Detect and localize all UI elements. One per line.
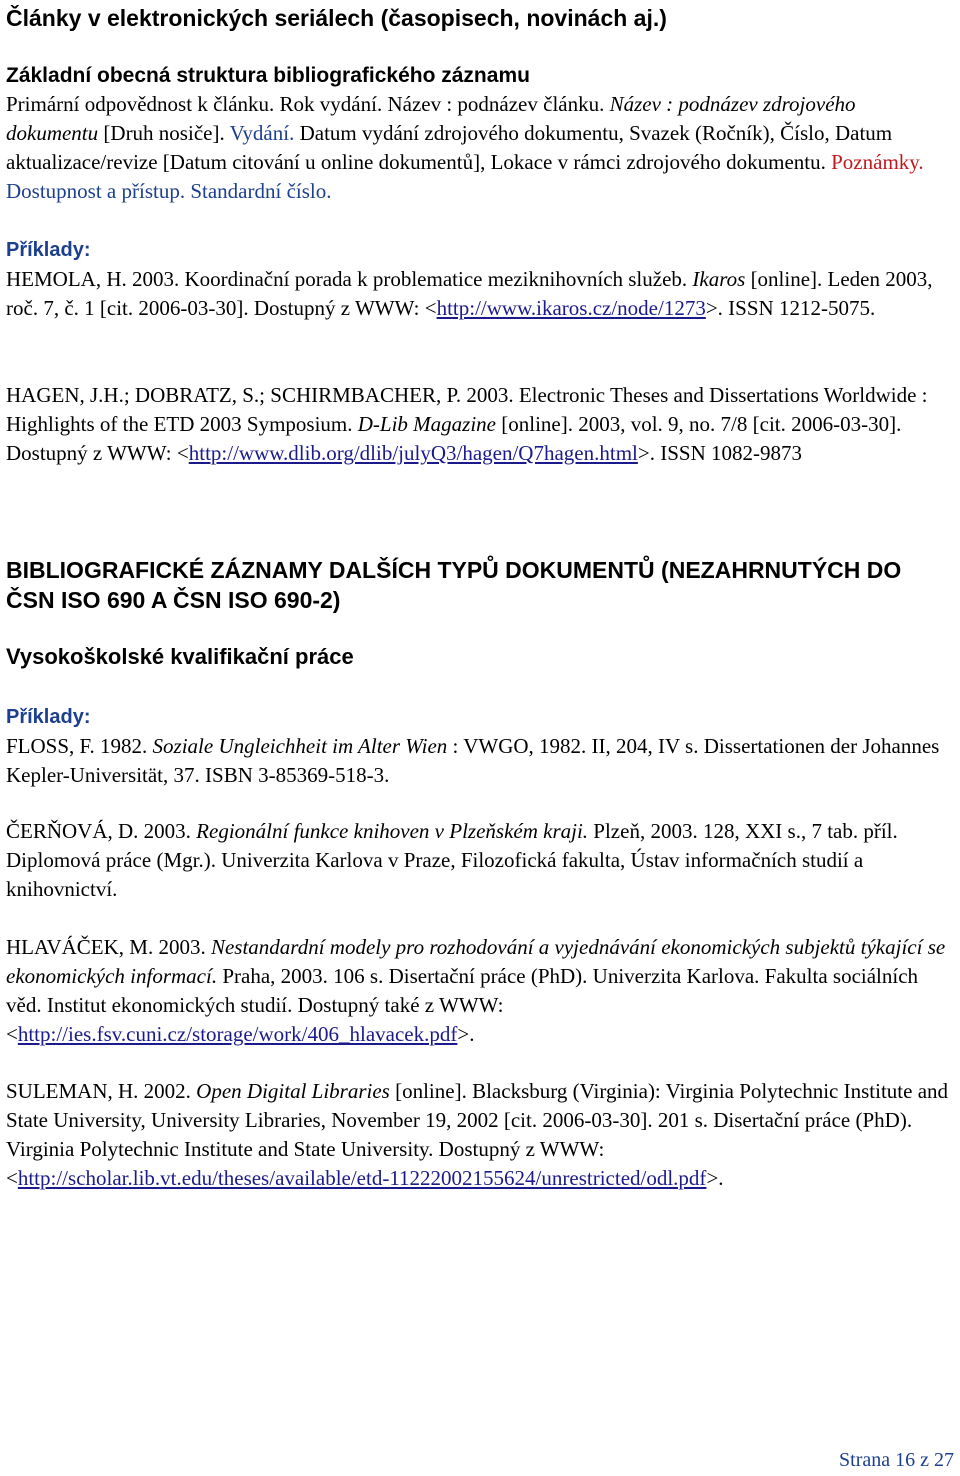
citation-title: Regionální funkce knihoven v Plzeňském kraji. [196,819,589,843]
citation-text: >. [706,1166,724,1190]
citation-suleman [6,1077,951,1193]
citation-floss [6,732,951,790]
citation-link[interactable]: http://www.dlib.org/dlib/julyQ3/hagen/Q7hagen.html [188,441,638,465]
citation-title: Nestandardní modely pro rozhodování a vyjednávání ekonomických subjektů týkající se ekonomických informací. [6,935,946,988]
section-heading: BIBLIOGRAFICKÉ ZÁZNAMY DALŠÍCH TYPŮ DOKUMENTŮ (NEZAHRNUTÝCH DO ČSN ISO 690 A ČSN ISO 690-2) [6,557,902,613]
citation-text: HLAVÁČEK, M. 2003. [6,935,211,959]
citation-text: [online]. Blacksburg (Virginia): Virginia Polytechnic Institute and State University, University Libraries, November 19, 2002 [cit. 2006-03-30]. 201 s. Disertační práce (PhD). Virginia Polytechnic Institute and State University. Dostupný z WWW: < [6,1079,949,1190]
citation-text: Praha, 2003. 106 s. Disertační práce (PhD). Univerzita Karlova. Fakulta sociálních věd. Institut ekonomických studií. Dostupný také z WWW: < [6,964,919,1046]
structure-notes: Poznámky. [831,150,924,174]
citation-hagen [6,381,951,468]
citation-link[interactable]: http://ies.fsv.cuni.cz/storage/work/406_hlavacek.pdf [17,1022,458,1046]
structure-part: Primární odpovědnost k článku. Rok vydání. Název : podnázev článku. [6,92,610,116]
citation-source-title: D-Lib Magazine [357,412,496,436]
structure-block [6,61,951,206]
structure-part: Datum vydání zdrojového dokumentu, Svazek (Ročník), Číslo, Datum aktualizace/revize [Datum citování u online dokumentů], Lokace v rámci zdrojového dokumentu. [6,121,893,174]
citation-text: >. ISSN 1212-5075. [705,296,876,320]
citation-hlavacek [6,933,951,1049]
citation-source-title: Ikaros [692,267,746,291]
examples-block-1 [6,236,951,323]
citation-text: >. ISSN 1082-9873 [637,441,802,465]
citation-link[interactable]: http://www.ikaros.cz/node/1273 [436,296,706,320]
citation-title: Soziale Ungleichheit im Alter Wien [152,734,448,758]
citation-text: FLOSS, F. 1982. [6,734,153,758]
citation-text: [online]. Leden 2003, roč. 7, č. 1 [cit. 2006-03-30]. Dostupný z WWW: < [6,267,933,320]
citation-link[interactable]: http://scholar.lib.vt.edu/theses/available/etd-11222002155624/unrestricted/odl.pdf [17,1166,707,1190]
structure-edition: Vydání. [229,121,295,145]
citation-text: Plzeň, 2003. 128, XXI s., 7 tab. příl. Diplomová práce (Mgr.). Univerzita Karlova v Praze, Filozofická fakulta, Ústav informačních studií a knihovnictví. [6,819,898,901]
structure-source-title: Název : podnázev zdrojového dokumentu [6,92,856,145]
examples-label: Příklady: [6,706,91,728]
citation-text: [online]. 2003, vol. 9, no. 7/8 [cit. 2006-03-30]. Dostupný z WWW: < [6,412,902,465]
page-number: Strana 16 z 27 [839,1449,954,1471]
citation-hemola [6,265,951,323]
citation-text: : VWGO, 1982. II, 204, IV s. Dissertationen der Johannes Kepler-Universität, 37. ISBN 3-85369-518-3. [6,734,940,787]
page-title: Články v elektronických seriálech (časopisech, novinách aj.) [6,5,667,31]
citation-text: HEMOLA, H. 2003. Koordinační porada k problematice meziknihovních služeb. [6,267,693,291]
structure-heading: Základní obecná struktura bibliografického záznamu [6,64,530,87]
examples-label: Příklady: [6,239,91,261]
structure-access: Dostupnost a přístup. Standardní číslo. [6,179,332,203]
subsection-heading: Vysokoškolské kvalifikační práce [6,644,354,669]
citation-text: ČERŇOVÁ, D. 2003. [6,819,197,843]
citation-text: SULEMAN, H. 2002. [6,1079,197,1103]
examples-block-2 [6,703,951,790]
citation-title: Open Digital Libraries [196,1079,390,1103]
citation-cernova [6,817,951,904]
citation-text: >. [457,1022,475,1046]
structure-text [6,90,951,206]
citation-text: HAGEN, J.H.; DOBRATZ, S.; SCHIRMBACHER, P. 2003. Electronic Theses and Dissertations Worldwide : Highlights of the ETD 2003 Symposium. [6,383,928,436]
structure-part: [Druh nosiče]. [98,121,230,145]
